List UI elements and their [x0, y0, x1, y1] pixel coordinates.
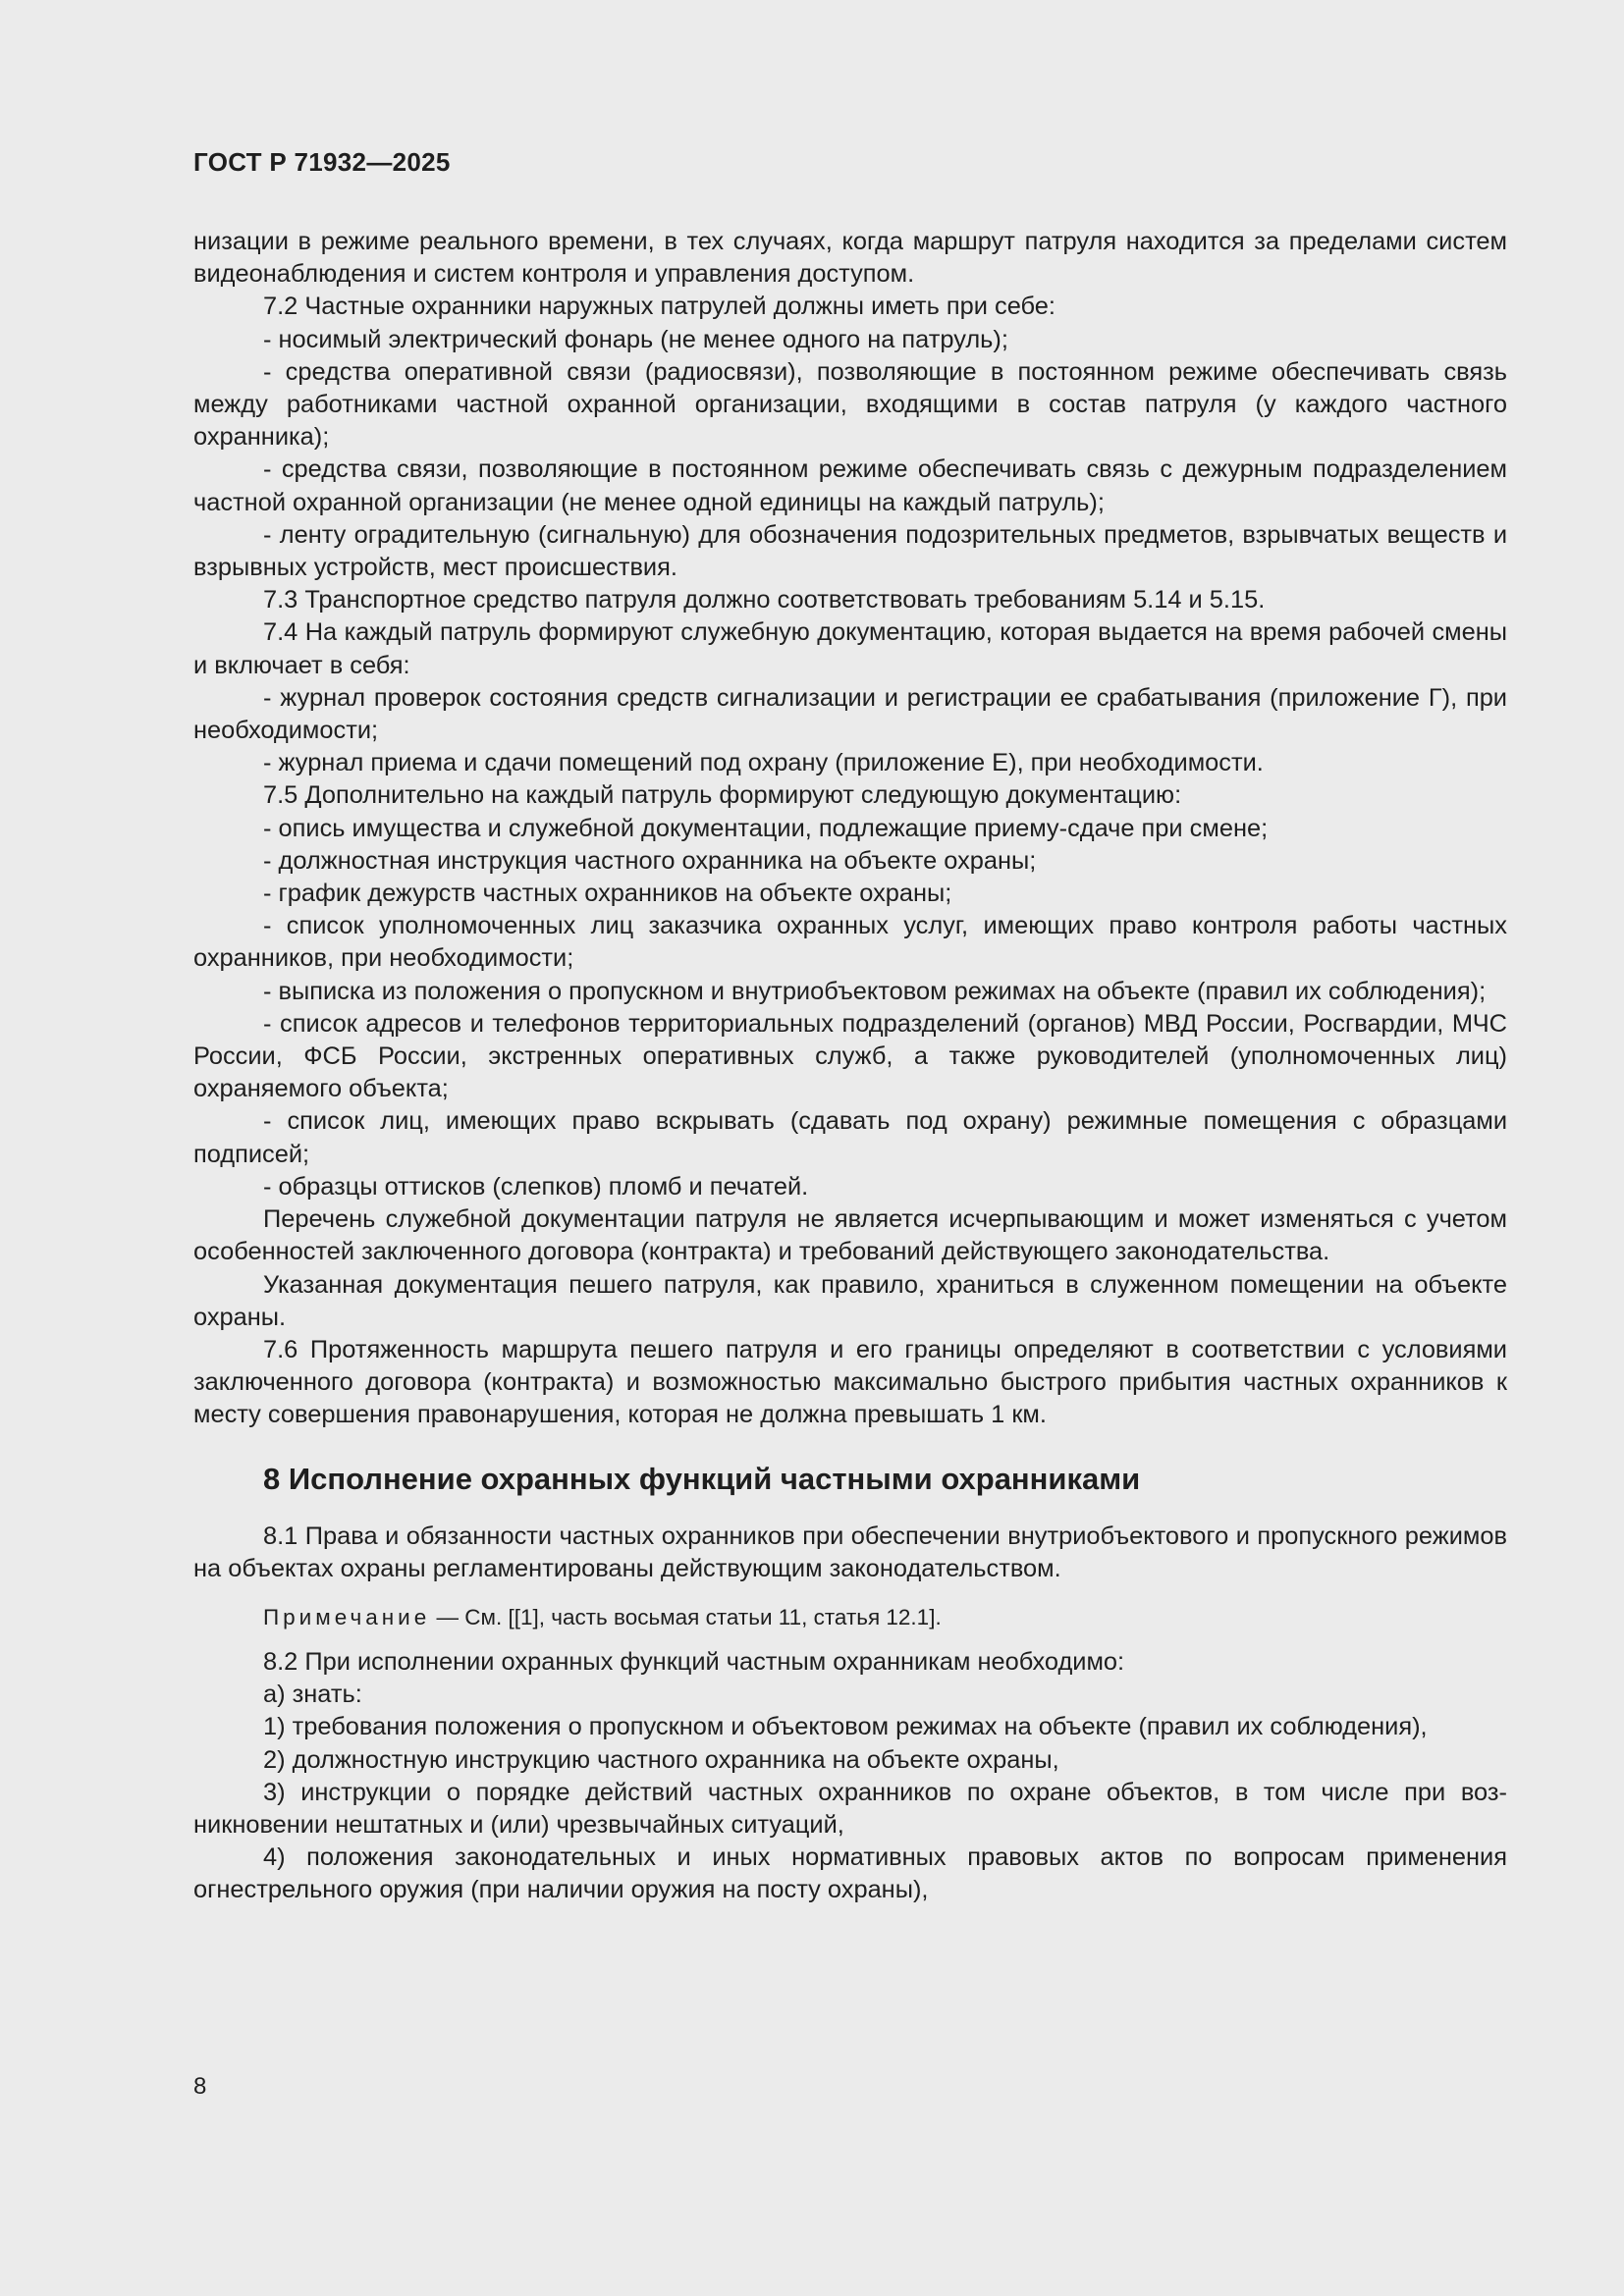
document-header-code: ГОСТ Р 71932—2025 — [193, 147, 451, 177]
list-item: - список адресов и телефонов территориальных подразделений (органов) МВД России, Росгвардии, МЧС России, ФСБ России, экстренных оперативных служб, а также руководителей (уполномоченных лиц) охраняемого объекта; — [193, 1009, 1507, 1103]
paragraph: Перечень служебной документации патруля не является исчерпывающим и может изменяться с учетом особенностей заключенного договора (контракта) и требований действующего законодательства. — [193, 1205, 1507, 1266]
list-item: - журнал приема и сдачи помещений под охрану (приложение Е), при необходимости. — [263, 749, 1264, 777]
paragraph: Указанная документация пешего патруля, как правило, храниться в служенном помещении на объекте охраны. — [193, 1270, 1507, 1331]
note — [193, 1603, 1507, 1632]
note-label: Примечание — [263, 1604, 431, 1629]
list-item: - список лиц, имеющих право вскрывать (сдавать под охрану) режимные помещения с образцами подписей; — [193, 1107, 1507, 1168]
list-item: - выписка из положения о пропускном и внутриобъектовом режимах на объекте (правил их соблюдения); — [263, 977, 1487, 1005]
list-item: - список уполномоченных лиц заказчика охранных услуг, имеющих право контроля работы частных охранников, при необходимости; — [193, 912, 1507, 973]
list-item: - носимый электрический фонарь (не менее одного на патруль); — [263, 325, 1008, 353]
list-item: - график дежурств частных охранников на объекте охраны; — [263, 880, 952, 908]
list-item: - ленту оградительную (сигнальную) для обозначения подозрительных предметов, взрывчатых веществ и взрывных устройств, мест происшествия. — [193, 520, 1507, 582]
paragraph: 7.4 На каждый патруль формируют служебную документацию, которая выдается на время рабочей смены и включает в себя: — [193, 618, 1507, 679]
paragraph: 7.2 Частные охранники наружных патрулей должны иметь при себе: — [263, 293, 1056, 321]
list-item: - журнал проверок состояния средств сигнализации и регистрации ее срабатывания (приложение Г), при необходимости; — [193, 683, 1507, 745]
document-body — [193, 226, 1507, 1907]
paragraph: 7.3 Транспортное средство патруля должно соответствовать требованиям 5.14 и 5.15. — [263, 586, 1266, 614]
paragraph: 7.6 Протяженность маршрута пешего патруля и его границы определяют в соответствии с условиями заключенного договора (контракта) и возможностью максимально быстрого прибытия частных охранников к месту совершения правонарушения, которая не должна превышать 1 км. — [193, 1335, 1507, 1429]
note-text: — См. [[1], часть восьмая статьи 11, статья 12.1]. — [430, 1604, 942, 1629]
list-item: 1) требования положения о пропускном и объектовом режимах на объекте (правил их соблюдения), — [263, 1713, 1428, 1741]
list-item: - средства оперативной связи (радиосвязи), позволяющие в постоянном режиме обеспечивать связь между работниками частной охранной организации, входящими в состав патруля (у каждого частного охранника); — [193, 357, 1507, 452]
list-item: - образцы оттисков (слепков) пломб и печатей. — [263, 1172, 809, 1201]
paragraph: 7.5 Дополнительно на каждый патруль формируют следующую документацию: — [263, 781, 1182, 810]
list-item: 2) должностную инструкцию частного охранника на объекте охраны, — [263, 1745, 1059, 1774]
section-heading: 8 Исполнение охранных функций частными охранниками — [263, 1461, 1141, 1496]
list-item: - средства связи, позволяющие в постоянном режиме обеспечивать связь с дежурным подразделением частной охранной организации (не менее одной единицы на каждый патруль); — [193, 455, 1507, 516]
list-item: - должностная инструкция частного охранника на объекте охраны; — [263, 846, 1037, 875]
paragraph: 8.1 Права и обязанности частных охранников при обеспечении внутриобъектового и пропускного режимов на объектах охраны регламентированы действующим законодательством. — [193, 1522, 1507, 1582]
list-item: 4) положения законодательных и иных нормативных правовых актов по вопросам применения огнестрельного оружия (при наличии оружия на посту охраны), — [193, 1843, 1507, 1904]
page-number: 8 — [193, 2073, 207, 2100]
paragraph: низации в режиме реального времени, в тех случаях, когда маршрут патруля находится за пределами систем видеонаблюдения и систем контроля и управления доступом. — [193, 228, 1507, 289]
list-item: - опись имущества и служебной документации, подлежащие приему-сдаче при смене; — [263, 814, 1269, 842]
list-item: 8.2 При исполнении охранных функций частным охранникам необходимо: — [263, 1647, 1125, 1676]
list-item: а) знать: — [263, 1681, 362, 1709]
list-item: 3) инструкции о порядке действий частных охранников по охране объектов, в том числе при возникновении нештатных и (или) чрезвычайных ситуаций, — [193, 1778, 1507, 1839]
